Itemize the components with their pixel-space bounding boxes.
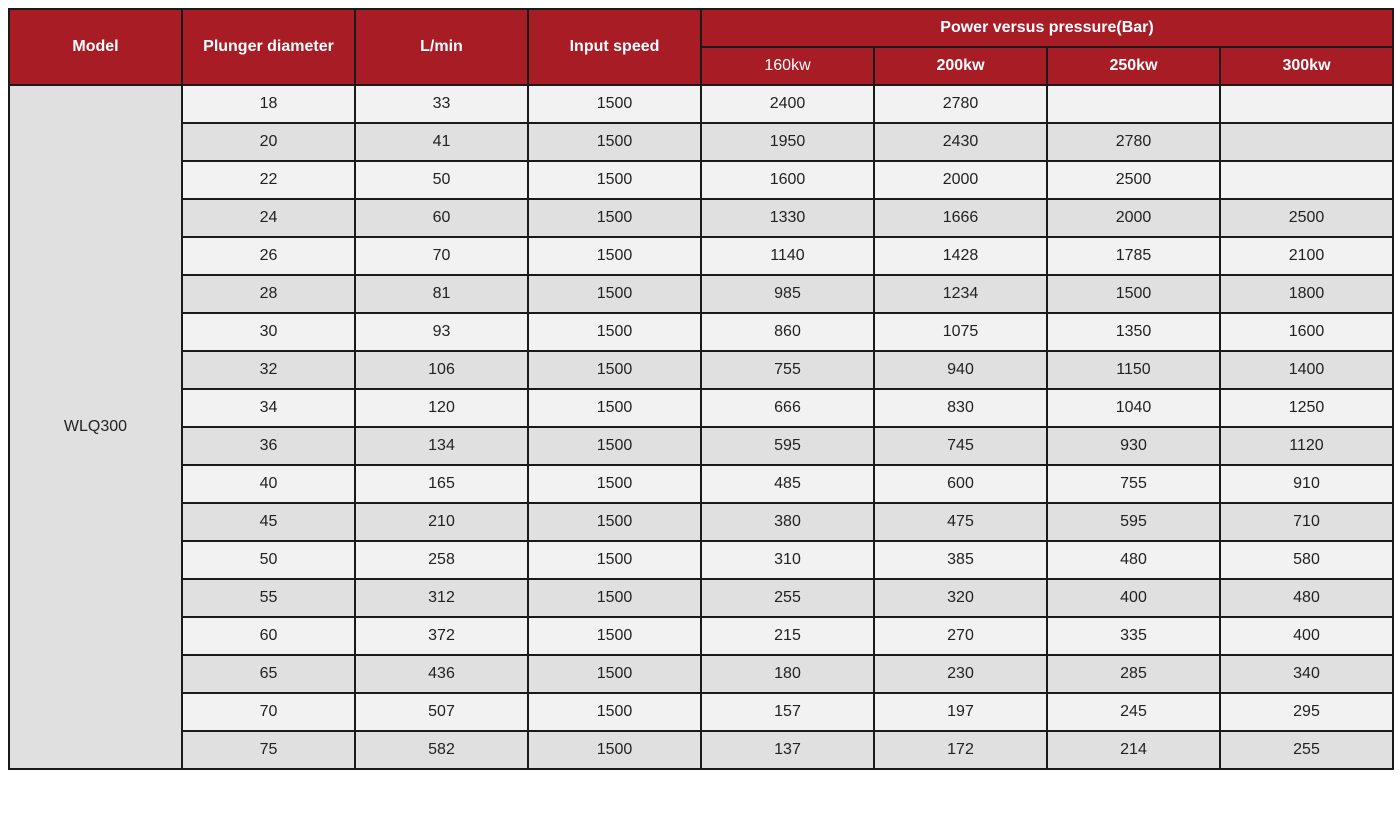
table-row [9,693,1393,731]
cell-input-speed: 1500 [528,541,701,579]
header-power-250kw: 250kw [1047,47,1220,85]
cell-input-speed: 1500 [528,465,701,503]
cell-power-300kw [1220,123,1393,161]
cell-power-200kw: 320 [874,579,1047,617]
cell-flow: 582 [355,731,528,769]
cell-plunger-diameter: 65 [182,655,355,693]
cell-power-250kw: 1350 [1047,313,1220,351]
cell-power-160kw: 1950 [701,123,874,161]
cell-power-250kw: 335 [1047,617,1220,655]
cell-plunger-diameter: 20 [182,123,355,161]
header-flow: L/min [355,9,528,85]
cell-power-300kw: 2500 [1220,199,1393,237]
cell-input-speed: 1500 [528,503,701,541]
cell-power-160kw: 255 [701,579,874,617]
cell-flow: 165 [355,465,528,503]
cell-power-250kw: 2780 [1047,123,1220,161]
table-row [9,161,1393,199]
cell-power-160kw: 1330 [701,199,874,237]
cell-flow: 372 [355,617,528,655]
cell-power-250kw: 214 [1047,731,1220,769]
cell-input-speed: 1500 [528,731,701,769]
cell-flow: 106 [355,351,528,389]
table-row [9,465,1393,503]
cell-power-250kw [1047,85,1220,123]
cell-power-250kw: 595 [1047,503,1220,541]
cell-power-300kw [1220,85,1393,123]
cell-input-speed: 1500 [528,693,701,731]
spec-table-container [8,8,1394,770]
cell-power-160kw: 180 [701,655,874,693]
table-row [9,579,1393,617]
cell-power-160kw: 860 [701,313,874,351]
cell-plunger-diameter: 75 [182,731,355,769]
cell-power-200kw: 1666 [874,199,1047,237]
cell-power-200kw: 230 [874,655,1047,693]
cell-power-200kw: 1428 [874,237,1047,275]
cell-power-300kw: 1600 [1220,313,1393,351]
cell-input-speed: 1500 [528,275,701,313]
cell-power-200kw: 600 [874,465,1047,503]
cell-input-speed: 1500 [528,123,701,161]
cell-plunger-diameter: 30 [182,313,355,351]
table-row [9,655,1393,693]
cell-power-160kw: 755 [701,351,874,389]
cell-power-200kw: 385 [874,541,1047,579]
table-header [9,9,1393,85]
table-row [9,237,1393,275]
cell-input-speed: 1500 [528,161,701,199]
cell-power-250kw: 930 [1047,427,1220,465]
cell-flow: 41 [355,123,528,161]
table-row [9,731,1393,769]
cell-power-200kw: 197 [874,693,1047,731]
cell-plunger-diameter: 70 [182,693,355,731]
cell-plunger-diameter: 45 [182,503,355,541]
cell-power-200kw: 830 [874,389,1047,427]
cell-power-200kw: 2000 [874,161,1047,199]
table-row [9,351,1393,389]
cell-flow: 258 [355,541,528,579]
cell-input-speed: 1500 [528,351,701,389]
cell-flow: 93 [355,313,528,351]
cell-plunger-diameter: 40 [182,465,355,503]
cell-power-160kw: 1600 [701,161,874,199]
cell-plunger-diameter: 34 [182,389,355,427]
cell-power-300kw: 400 [1220,617,1393,655]
table-row [9,427,1393,465]
cell-power-160kw: 380 [701,503,874,541]
cell-power-200kw: 270 [874,617,1047,655]
cell-power-300kw: 1250 [1220,389,1393,427]
table-row [9,313,1393,351]
cell-power-250kw: 285 [1047,655,1220,693]
cell-power-300kw: 340 [1220,655,1393,693]
table-row [9,541,1393,579]
cell-plunger-diameter: 60 [182,617,355,655]
cell-power-200kw: 2780 [874,85,1047,123]
cell-power-160kw: 666 [701,389,874,427]
cell-plunger-diameter: 18 [182,85,355,123]
cell-power-160kw: 595 [701,427,874,465]
header-model: Model [9,9,182,85]
cell-power-160kw: 215 [701,617,874,655]
cell-power-300kw: 710 [1220,503,1393,541]
cell-power-250kw: 245 [1047,693,1220,731]
cell-power-250kw: 1785 [1047,237,1220,275]
cell-power-250kw: 755 [1047,465,1220,503]
header-power-200kw: 200kw [874,47,1047,85]
cell-power-250kw: 2500 [1047,161,1220,199]
table-body [9,85,1393,769]
cell-input-speed: 1500 [528,199,701,237]
header-power-group: Power versus pressure(Bar) [701,9,1393,47]
cell-power-250kw: 2000 [1047,199,1220,237]
header-power-160kw: 160kw [701,47,874,85]
cell-power-160kw: 310 [701,541,874,579]
table-row [9,199,1393,237]
cell-power-160kw: 485 [701,465,874,503]
cell-plunger-diameter: 26 [182,237,355,275]
cell-power-200kw: 172 [874,731,1047,769]
cell-power-300kw: 910 [1220,465,1393,503]
cell-power-300kw [1220,161,1393,199]
model-cell: WLQ300 [9,85,182,769]
cell-power-200kw: 2430 [874,123,1047,161]
cell-input-speed: 1500 [528,655,701,693]
cell-power-200kw: 940 [874,351,1047,389]
cell-input-speed: 1500 [528,85,701,123]
table-row [9,85,1393,123]
cell-power-160kw: 2400 [701,85,874,123]
table-row [9,275,1393,313]
cell-power-200kw: 475 [874,503,1047,541]
header-plunger-diameter: Plunger diameter [182,9,355,85]
cell-power-200kw: 745 [874,427,1047,465]
cell-flow: 210 [355,503,528,541]
cell-power-250kw: 400 [1047,579,1220,617]
pump-spec-table [8,8,1394,770]
cell-power-250kw: 1040 [1047,389,1220,427]
cell-power-300kw: 295 [1220,693,1393,731]
cell-plunger-diameter: 24 [182,199,355,237]
cell-power-300kw: 255 [1220,731,1393,769]
cell-plunger-diameter: 28 [182,275,355,313]
cell-flow: 60 [355,199,528,237]
cell-plunger-diameter: 50 [182,541,355,579]
cell-flow: 436 [355,655,528,693]
cell-flow: 70 [355,237,528,275]
cell-power-160kw: 985 [701,275,874,313]
cell-input-speed: 1500 [528,617,701,655]
cell-power-300kw: 1400 [1220,351,1393,389]
cell-input-speed: 1500 [528,427,701,465]
cell-flow: 134 [355,427,528,465]
table-row [9,389,1393,427]
cell-power-200kw: 1234 [874,275,1047,313]
header-power-300kw: 300kw [1220,47,1393,85]
cell-flow: 50 [355,161,528,199]
cell-flow: 507 [355,693,528,731]
cell-input-speed: 1500 [528,579,701,617]
cell-flow: 312 [355,579,528,617]
cell-input-speed: 1500 [528,313,701,351]
cell-flow: 120 [355,389,528,427]
cell-plunger-diameter: 22 [182,161,355,199]
cell-plunger-diameter: 36 [182,427,355,465]
cell-power-160kw: 157 [701,693,874,731]
cell-power-200kw: 1075 [874,313,1047,351]
cell-flow: 33 [355,85,528,123]
cell-power-250kw: 480 [1047,541,1220,579]
cell-power-300kw: 580 [1220,541,1393,579]
cell-power-300kw: 2100 [1220,237,1393,275]
table-row [9,617,1393,655]
table-row [9,503,1393,541]
cell-power-250kw: 1500 [1047,275,1220,313]
cell-power-300kw: 1120 [1220,427,1393,465]
cell-flow: 81 [355,275,528,313]
cell-power-250kw: 1150 [1047,351,1220,389]
cell-power-160kw: 137 [701,731,874,769]
cell-plunger-diameter: 55 [182,579,355,617]
cell-input-speed: 1500 [528,389,701,427]
cell-power-300kw: 1800 [1220,275,1393,313]
cell-input-speed: 1500 [528,237,701,275]
header-input-speed: Input speed [528,9,701,85]
table-row [9,123,1393,161]
cell-plunger-diameter: 32 [182,351,355,389]
cell-power-300kw: 480 [1220,579,1393,617]
cell-power-160kw: 1140 [701,237,874,275]
